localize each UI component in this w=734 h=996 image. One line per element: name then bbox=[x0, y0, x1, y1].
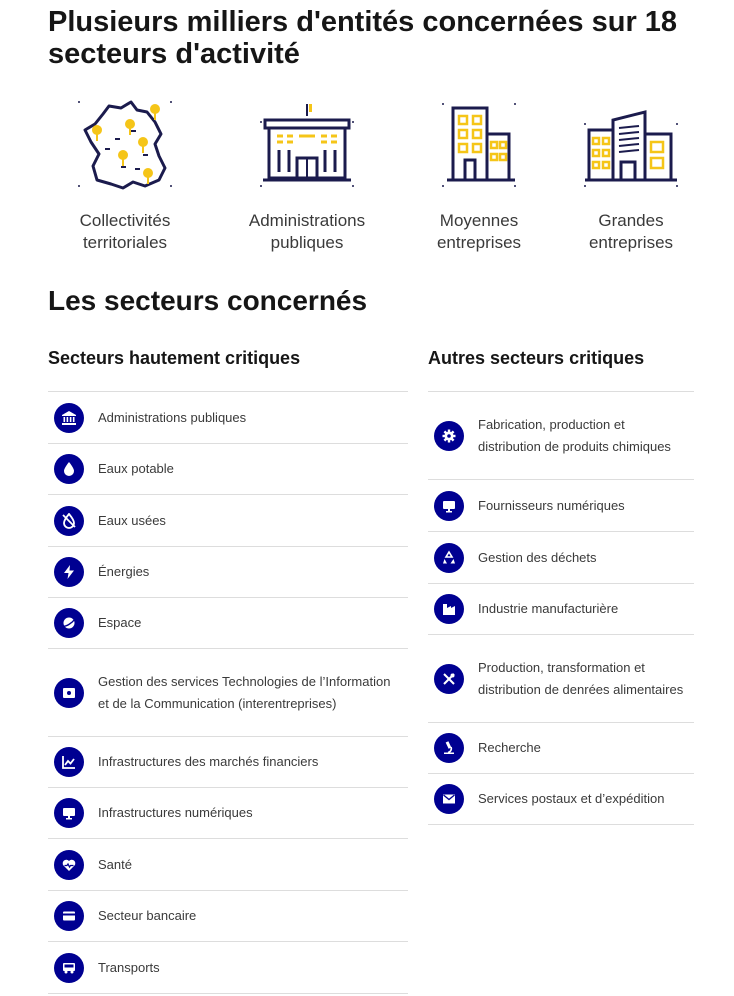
page-title: Plusieurs milliers d'entités concernées sur 18 secteurs d'activité bbox=[48, 6, 678, 70]
entity-grandes bbox=[541, 96, 721, 254]
list-item bbox=[48, 839, 408, 891]
recycle-icon bbox=[434, 543, 464, 573]
high-critical-list bbox=[48, 391, 408, 994]
list-item bbox=[48, 737, 408, 788]
mail-icon bbox=[434, 784, 464, 814]
sector-label: Gestion des déchets bbox=[478, 549, 597, 565]
list-item bbox=[48, 788, 408, 839]
computer-icon bbox=[54, 798, 84, 828]
sector-label: Santé bbox=[98, 856, 132, 872]
list-item bbox=[48, 444, 408, 495]
list-item bbox=[48, 649, 408, 737]
factory-icon bbox=[434, 594, 464, 624]
sector-label: Gestion des services Technologies de l’Information et de la Communication (interentreprises) bbox=[98, 674, 391, 711]
list-item bbox=[428, 774, 694, 825]
high-critical-title: Secteurs hautement critiques bbox=[48, 348, 301, 368]
list-item bbox=[428, 532, 694, 584]
list-item bbox=[428, 635, 694, 723]
entity-label: Administrations publiques bbox=[248, 211, 366, 252]
sector-label: Secteur bancaire bbox=[98, 908, 197, 924]
bank-icon bbox=[54, 403, 84, 433]
sector-label: Eaux usées bbox=[98, 512, 166, 528]
sector-label: Fournisseurs numériques bbox=[478, 497, 625, 513]
entity-collectivites bbox=[35, 96, 215, 254]
sector-label: Administrations publiques bbox=[98, 409, 247, 425]
list-item bbox=[48, 392, 408, 444]
list-item bbox=[48, 942, 408, 994]
list-item bbox=[428, 584, 694, 635]
sector-label: Transports bbox=[98, 959, 160, 975]
computer-icon bbox=[434, 491, 464, 521]
gear-icon bbox=[434, 421, 464, 451]
list-item bbox=[428, 480, 694, 532]
other-critical-column bbox=[428, 346, 694, 825]
list-item bbox=[428, 723, 694, 774]
sector-label: Services postaux et d’expédition bbox=[478, 791, 665, 807]
france-map-icon bbox=[75, 96, 175, 190]
large-buildings-icon bbox=[581, 96, 681, 190]
list-item bbox=[48, 495, 408, 547]
sector-label: Infrastructures numériques bbox=[98, 805, 253, 821]
bank-card-icon bbox=[54, 901, 84, 931]
planet-icon bbox=[54, 608, 84, 638]
sector-label: Production, transformation et distribution de denrées alimentaires bbox=[478, 660, 684, 697]
entity-administrations bbox=[217, 96, 397, 254]
medium-building-icon bbox=[429, 96, 529, 190]
sector-label: Espace bbox=[98, 615, 142, 631]
high-critical-column bbox=[48, 346, 408, 994]
stock-chart-icon bbox=[54, 747, 84, 777]
sector-label: Énergies bbox=[98, 564, 150, 580]
heart-pulse-icon bbox=[54, 850, 84, 880]
sector-label: Fabrication, production et distribution de produits chimiques bbox=[478, 417, 671, 454]
server-icon bbox=[54, 678, 84, 708]
entity-label: Collectivités territoriales bbox=[79, 211, 171, 252]
other-critical-title: Autres secteurs critiques bbox=[428, 348, 645, 368]
sector-label: Recherche bbox=[478, 740, 541, 756]
list-item bbox=[48, 598, 408, 649]
entity-label: Moyennes entreprises bbox=[436, 211, 522, 252]
entity-label: Grandes entreprises bbox=[588, 211, 674, 252]
list-item bbox=[48, 891, 408, 942]
sectors-title: Les secteurs concernés bbox=[48, 285, 368, 316]
government-building-icon bbox=[257, 96, 357, 190]
list-item bbox=[428, 392, 694, 480]
microscope-icon bbox=[434, 733, 464, 763]
sector-label: Infrastructures des marchés financiers bbox=[98, 754, 319, 770]
drop-off-icon bbox=[54, 506, 84, 536]
bus-icon bbox=[54, 953, 84, 983]
restaurant-icon bbox=[434, 664, 464, 694]
sector-label: Industrie manufacturière bbox=[478, 601, 619, 617]
list-item bbox=[48, 547, 408, 598]
entity-types bbox=[0, 96, 734, 266]
other-critical-list bbox=[428, 391, 694, 825]
sector-label: Eaux potable bbox=[98, 461, 174, 477]
lightning-icon bbox=[54, 557, 84, 587]
water-drop-icon bbox=[54, 454, 84, 484]
